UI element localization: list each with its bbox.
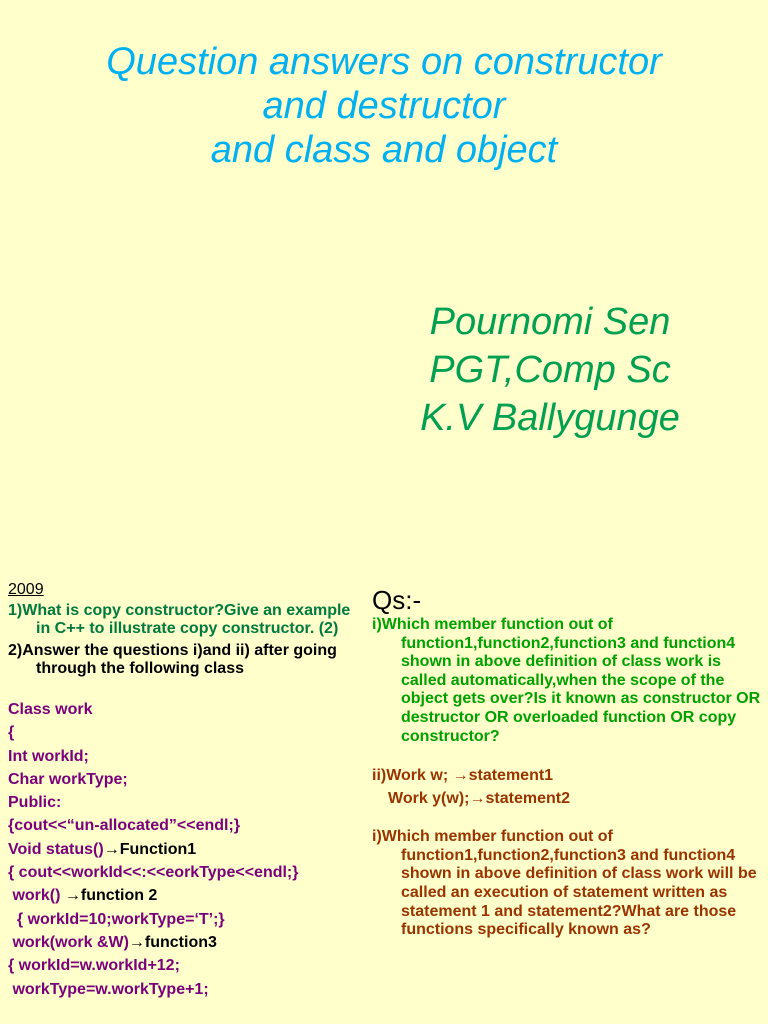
question-2: 2)Answer the questions i)and ii) after going through the following class bbox=[8, 642, 337, 677]
code-text: {cout<<“un-allocated”<<endl;} bbox=[8, 817, 241, 835]
code-text: { cout<<workId<<:<<eorkType<<endl;} bbox=[8, 864, 299, 882]
code-line bbox=[8, 745, 363, 768]
author-name: Pournomi Sen bbox=[429, 301, 671, 343]
right-column bbox=[372, 584, 762, 940]
code-line bbox=[8, 978, 363, 1001]
code-line bbox=[8, 768, 363, 791]
code-text: Class work bbox=[8, 701, 93, 718]
code-text: { workId=10;workType=‘T’;} bbox=[8, 910, 225, 928]
title-line-3: and class and object bbox=[210, 129, 558, 171]
sub-question-i: i)Which member function out of function1,function2,function3 and function4 shown in above definition of class work is called automatically,when the scope of the object gets over?Is it known as constructor OR destructor OR overloaded function OR copy constructor? bbox=[372, 616, 761, 745]
code-line bbox=[8, 838, 363, 861]
code-line bbox=[8, 791, 363, 814]
slide-title bbox=[0, 40, 768, 172]
title-line-2: and destructor bbox=[262, 85, 506, 127]
code-text: { workId=w.workId+12; bbox=[8, 957, 180, 975]
author-role: PGT,Comp Sc bbox=[429, 349, 671, 391]
code-line bbox=[8, 698, 363, 721]
statement-2: Work y(w);→statement2 bbox=[388, 790, 570, 808]
code-text: work() bbox=[8, 887, 65, 905]
code-line bbox=[8, 721, 363, 744]
title-line-1: Question answers on constructor bbox=[106, 41, 662, 83]
author-school: K.V Ballygunge bbox=[420, 397, 680, 439]
question-1: 1)What is copy constructor?Give an example in C++ to illustrate copy constructor. (2) bbox=[8, 602, 351, 637]
code-text: Void status() bbox=[8, 840, 104, 858]
code-text: Int workId; bbox=[8, 747, 89, 765]
code-line bbox=[8, 884, 363, 907]
sub-question-i-2: i)Which member function out of function1,function2,function3 and function4 shown in above definition of class work will be called an execution of statement written as statement 1 and statement2?What are those functions specifically known as? bbox=[372, 828, 757, 939]
function-tag: →function3 bbox=[128, 933, 217, 951]
code-line bbox=[8, 908, 363, 931]
question-slide bbox=[0, 560, 768, 1024]
code-line bbox=[8, 814, 363, 837]
code-block bbox=[8, 698, 363, 1001]
code-text: Public: bbox=[8, 794, 62, 812]
code-text: workType=w.workType+1; bbox=[8, 980, 209, 998]
function-tag: →function 2 bbox=[64, 887, 158, 905]
code-line bbox=[8, 954, 363, 977]
code-text: Char workType; bbox=[8, 770, 128, 788]
qs-label: Qs:- bbox=[372, 585, 422, 615]
statement-1: ii)Work w; →statement1 bbox=[372, 767, 554, 785]
function-tag: →Function1 bbox=[103, 840, 197, 858]
year-heading: 2009 bbox=[8, 581, 44, 598]
left-column bbox=[8, 580, 363, 1001]
code-line bbox=[8, 861, 363, 884]
statements bbox=[372, 764, 762, 810]
code-text: { bbox=[8, 724, 15, 742]
code-text: work(work &W) bbox=[8, 933, 129, 951]
author-block bbox=[360, 298, 740, 442]
code-line bbox=[8, 931, 363, 954]
